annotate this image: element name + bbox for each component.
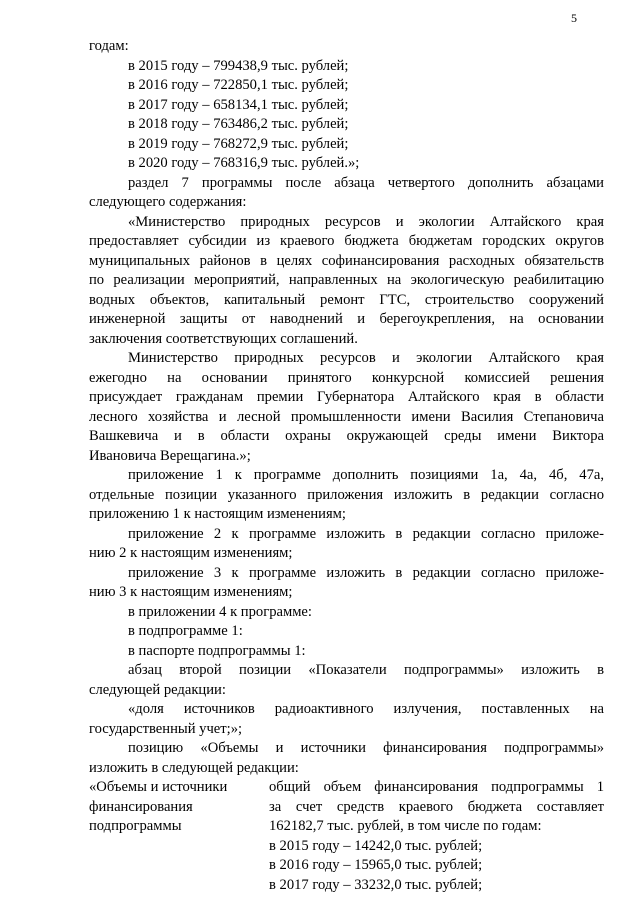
table-label-line: финансирования — [89, 798, 193, 815]
text-line: следующей редакции: — [89, 681, 226, 698]
text-line: предоставляет субсидии из краевого бюджета бюджетам городских округов — [89, 233, 604, 249]
text-line: ежегодно на основании принятого конкурсной комиссией решения — [89, 369, 604, 386]
table-value-line: в 2015 году – 14242,0 тыс. рублей; — [269, 837, 483, 854]
text-line: заключения соответствующих соглашений. — [89, 330, 358, 347]
text-line: отдельные позиции указанного приложения изложить в редакции согласно — [89, 486, 604, 503]
text-line: присуждает гражданам премии Губернатора Алтайского края в области — [89, 389, 604, 405]
text-line: по реализации мероприятий, направленных на экологическую реабилитацию — [89, 272, 604, 288]
body-text — [89, 37, 604, 778]
text-line: «Министерство природных ресурсов и экологии Алтайского края — [128, 213, 604, 230]
table-right-column — [265, 778, 604, 895]
text-line: приложение 2 к программе изложить в редакции согласно приложе- — [128, 525, 604, 542]
text-line: водных объектов, капитальный ремонт ГТС, строительство сооружений — [89, 291, 604, 308]
text-line: в 2020 году – 768316,9 тыс. рублей.»; — [128, 155, 360, 171]
text-line: позицию «Объемы и источники финансирования подпрограммы» — [128, 740, 604, 756]
text-line: государственный учет;»; — [89, 720, 243, 737]
text-line: Вашкевича и в области охраны окружающей среды имени Виктора — [89, 428, 604, 444]
table-value-line: в 2016 году – 15965,0 тыс. рублей; — [269, 857, 483, 873]
text-line: в 2016 году – 722850,1 тыс. рублей; — [128, 77, 349, 93]
text-line: изложить в следующей редакции: — [89, 759, 299, 776]
text-line: приложению 1 к настоящим изменениям; — [89, 506, 346, 522]
text-line: раздел 7 программы после абзаца четвертого дополнить абзацами — [128, 174, 604, 191]
text-line: в паспорте подпрограммы 1: — [128, 642, 306, 659]
table-value-line: в 2017 году – 33232,0 тыс. рублей; — [269, 876, 483, 893]
text-line: в 2018 году – 763486,2 тыс. рублей; — [128, 116, 349, 132]
table-left-column — [89, 778, 265, 895]
text-line: муниципальных районов в целях софинансирования расходных обязательств — [89, 252, 604, 269]
table-value-line: за счет средств краевого бюджета составляет — [269, 798, 604, 815]
text-line: в 2019 году – 768272,9 тыс. рублей; — [128, 135, 349, 152]
text-line: Министерство природных ресурсов и экологии Алтайского края — [128, 350, 604, 366]
financing-table — [89, 778, 604, 895]
table-label-line: подпрограммы — [89, 818, 182, 834]
text-line: «доля источников радиоактивного излучения, поставленных на — [128, 701, 604, 717]
text-line: абзац второй позиции «Показатели подпрограммы» изложить в — [128, 662, 604, 678]
text-line: лесного хозяйства и лесной промышленности имени Василия Степановича — [89, 408, 604, 425]
text-line: в 2015 году – 799438,9 тыс. рублей; — [128, 57, 349, 74]
text-line: нию 2 к настоящим изменениям; — [89, 545, 293, 561]
table-value-line: общий объем финансирования подпрограммы 1 — [269, 779, 604, 795]
table-value-line: 162182,7 тыс. рублей, в том числе по годам: — [269, 818, 542, 834]
text-line: приложение 1 к программе дополнить позициями 1а, 4а, 4б, 47а, — [128, 467, 604, 483]
text-line: Ивановича Верещагина.»; — [89, 447, 251, 464]
text-line: годам: — [89, 38, 129, 54]
text-line: в подпрограмме 1: — [128, 623, 243, 639]
text-line: инженерной защиты от наводнений и берегоукрепления, на основании — [89, 311, 604, 327]
text-line: нию 3 к настоящим изменениям; — [89, 584, 293, 600]
text-line: следующего содержания: — [89, 194, 247, 210]
text-line: приложение 3 к программе изложить в редакции согласно приложе- — [128, 564, 604, 581]
page-number: 5 — [571, 11, 577, 25]
document-body — [89, 37, 604, 895]
text-line: в приложении 4 к программе: — [128, 603, 312, 620]
text-line: в 2017 году – 658134,1 тыс. рублей; — [128, 96, 349, 113]
table-label-line: «Объемы и источники — [89, 779, 228, 795]
